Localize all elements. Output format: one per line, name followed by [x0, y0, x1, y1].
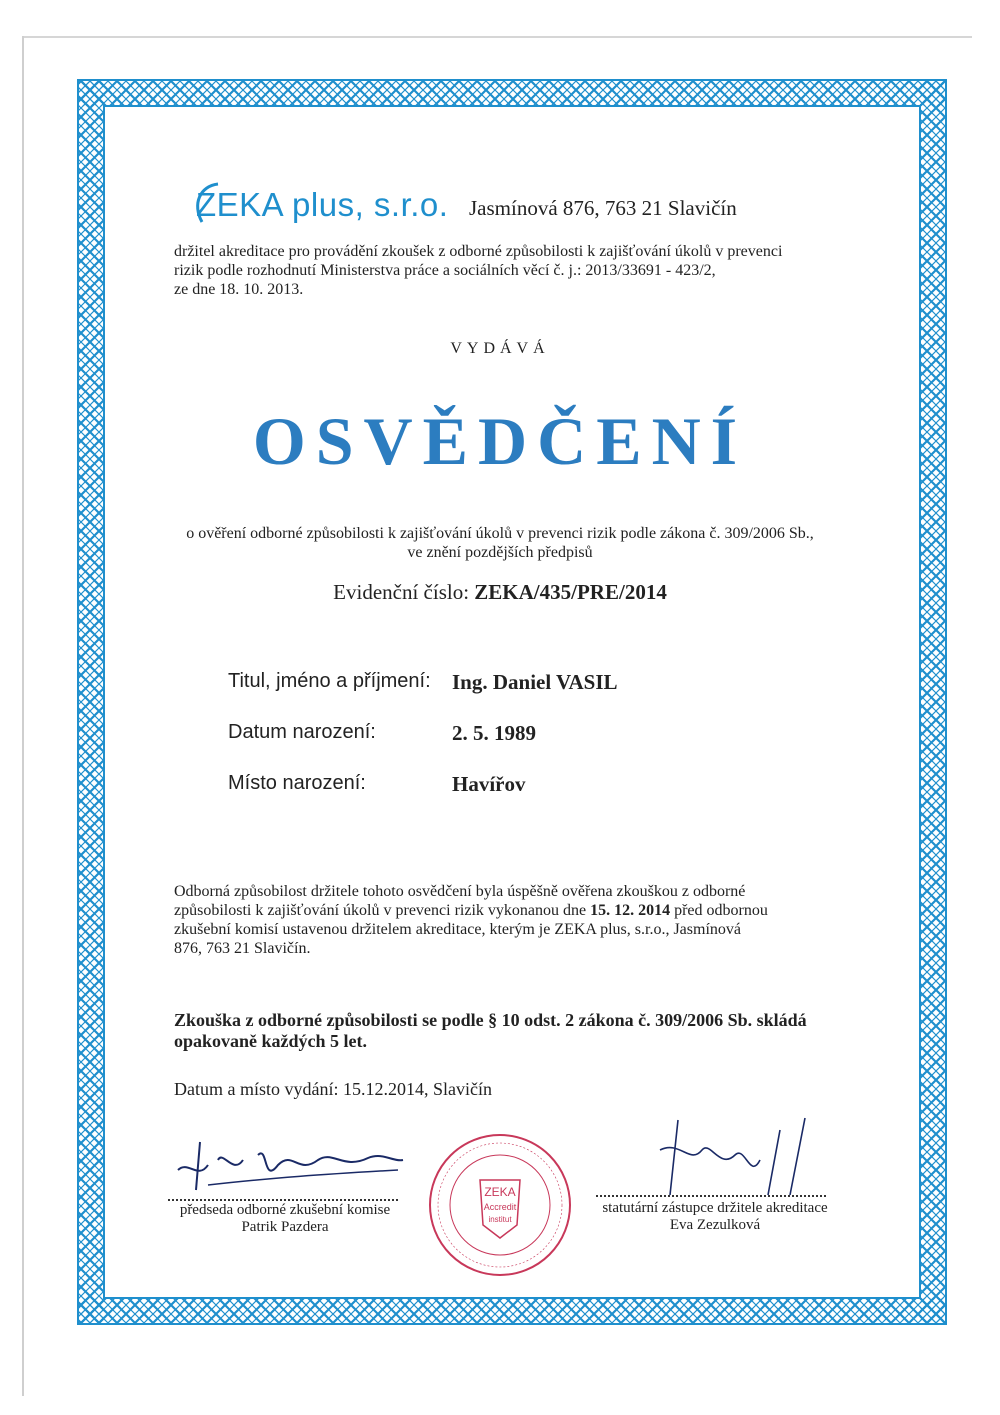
accreditation-line: rizik podle rozhodnutí Ministerstva práce a sociálních věcí č. j.: 2013/33691 - 423/2,: [174, 262, 716, 279]
field-label-birthdate: Datum narození:: [228, 721, 376, 743]
company-logo: [196, 186, 448, 226]
right-signatory-role: statutární zástupce držitele akreditace: [602, 1200, 828, 1216]
body-paragraph: [174, 882, 846, 958]
issues-label: VYDÁVÁ: [450, 340, 550, 357]
field-value-birthplace: Havířov: [452, 772, 526, 796]
stamp-center-mid: Accredit: [483, 1202, 517, 1212]
body-text: před odbornou: [670, 902, 768, 919]
accreditation-line: držitel akreditace pro provádění zkoušek z odborné způsobilosti k zajišťování úkolů v prevenci: [174, 243, 783, 260]
subtitle-line: ve znění pozdějších předpisů: [407, 544, 593, 561]
left-signature-line: [168, 1199, 398, 1201]
logo-arc-icon: [188, 178, 228, 226]
certificate-title: OSVĚDČENÍ: [252, 403, 748, 479]
subtitle-line: o ověření odborné způsobilosti k zajišťování úkolů v prevenci rizik podle zákona č. 309/2006 Sb.,: [186, 525, 814, 542]
stamp-center-bottom: institut: [488, 1215, 512, 1224]
evidence-label: Evidenční číslo:: [333, 580, 470, 604]
certificate-subtitle: [140, 524, 860, 562]
body-line: zkušební komisí ustavenou držitelem akreditace, kterým je ZEKA plus, s.r.o., Jasmínová: [174, 921, 741, 938]
left-signature-icon: [168, 1130, 408, 1200]
evidence-number: [0, 580, 1000, 605]
company-address: Jasmínová 876, 763 21 Slavičín: [469, 196, 737, 220]
exam-date: 15. 12. 2014: [590, 902, 671, 919]
left-signatory: [150, 1202, 420, 1236]
right-signatory-name: Eva Zezulková: [669, 1217, 761, 1233]
right-signature-line: [596, 1195, 826, 1197]
right-signatory: [580, 1200, 850, 1234]
body-line: Odborná způsobilost držitele tohoto osvědčení byla úspěšně ověřena zkouškou z odborné: [174, 883, 746, 900]
field-value-name: Ing. Daniel VASIL: [452, 670, 618, 694]
note-line: opakovaně každých 5 let.: [174, 1031, 368, 1051]
accreditation-paragraph: [174, 242, 846, 299]
accreditation-line: ze dne 18. 10. 2013.: [174, 281, 304, 298]
evidence-value: ZEKA/435/PRE/2014: [474, 580, 667, 604]
issue-date-place: Datum a místo vydání: 15.12.2014, Slavičín: [174, 1079, 492, 1099]
field-value-birthdate: 2. 5. 1989: [452, 721, 536, 745]
accreditation-stamp-icon: [425, 1130, 575, 1280]
body-line: 876, 763 21 Slavičín.: [174, 940, 311, 957]
field-label-birthplace: Místo narození:: [228, 772, 366, 794]
left-signatory-name: Patrik Pazdera: [241, 1219, 329, 1235]
renewal-note: [174, 1010, 854, 1052]
body-text: způsobilosti k zajišťování úkolů v prevenci rizik vykonanou dne: [174, 902, 591, 919]
logo-text: ZEKA plus, s.r.o.: [196, 186, 449, 223]
right-signature-icon: [640, 1110, 830, 1200]
field-label-name: Titul, jméno a příjmení:: [228, 670, 431, 692]
left-signatory-role: předseda odborné zkušební komise: [179, 1202, 391, 1218]
note-line: Zkouška z odborné způsobilosti se podle § 10 odst. 2 zákona č. 309/2006 Sb. skládá: [174, 1010, 807, 1030]
body-line: [174, 901, 846, 920]
stamp-center-top: ZEKA: [484, 1185, 516, 1199]
